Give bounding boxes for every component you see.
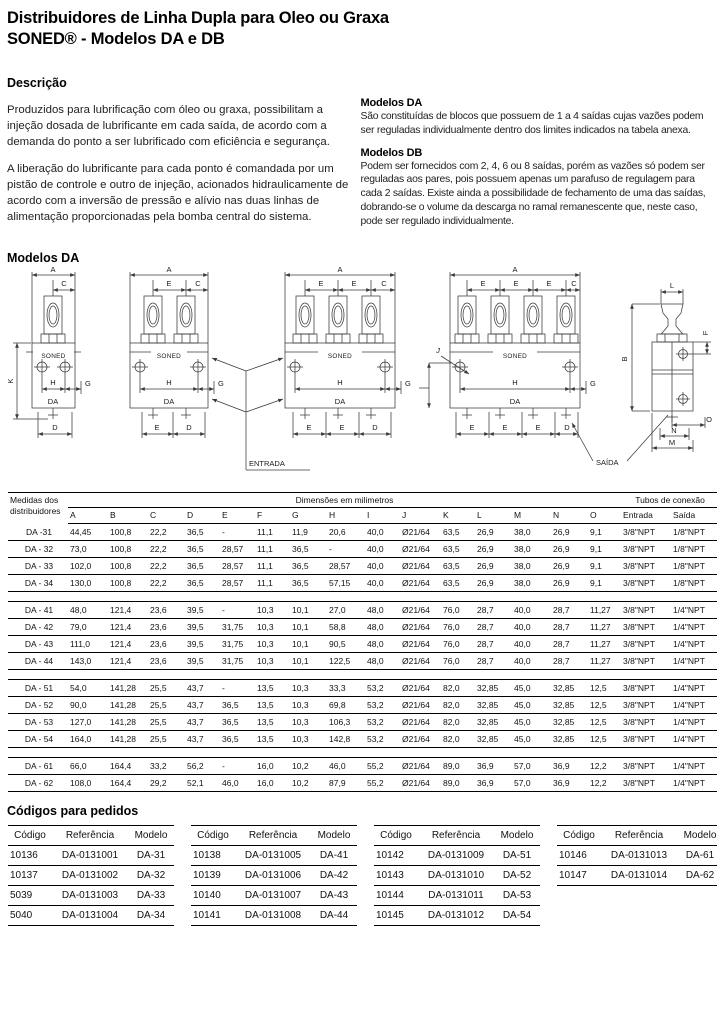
codes-row: 10145 DA-0131012 DA-54 — [374, 906, 540, 926]
dim-label-h: H — [337, 378, 343, 388]
description-section — [7, 76, 712, 237]
drawing-view-1-outlet — [6, 267, 91, 438]
dim-label-a: A — [337, 267, 343, 275]
table-row: DA - 44 143,0 121,4 23,6 39,5 31,75 10,3 10,1 122,5 48,0 Ø21/64 76,0 28,7 40,0 28,7 11,27 3/8"NPT 1/4"NPT — [8, 653, 717, 670]
group-gap — [8, 592, 717, 602]
dim-label-a: A — [50, 267, 56, 275]
codes-column-header: Código — [557, 826, 601, 846]
drawing-view-2-outlets — [130, 267, 224, 438]
column-header: F — [255, 508, 290, 524]
brand-label: SONED — [156, 353, 182, 361]
model-label-da: DA — [509, 397, 521, 407]
models-da-text: São constituídas de blocos que possuem de 1 a 4 saídas cujas vazões podem ser reguladas individualmente dentro dos limites indicados na tabela anexa. — [360, 111, 704, 136]
dim-label-e: E — [513, 279, 519, 289]
codes-column-header: Modelo — [494, 826, 540, 846]
order-codes-heading: Códigos para pedidos — [7, 804, 139, 819]
codes-column-header: Modelo — [677, 826, 717, 846]
dim-label-m: M — [668, 438, 676, 448]
codes-row: 10140 DA-0131007 DA-43 — [191, 886, 357, 906]
drawing-view-4-outlets — [419, 267, 596, 438]
table-row: DA - 41 48,0 121,4 23,6 39,5 - 10,3 10,1 27,0 48,0 Ø21/64 76,0 28,7 40,0 28,7 11,27 3/8"NPT 1/4"NPT — [8, 602, 717, 619]
dim-label-h: H — [50, 378, 56, 388]
dim-label-e: E — [546, 279, 552, 289]
table-rowhead-line2: distribuidores — [10, 505, 61, 516]
column-header: Entrada — [621, 508, 671, 524]
column-header: E — [220, 508, 255, 524]
dim-label-g: G — [590, 379, 596, 389]
dim-label-d: D — [564, 423, 570, 433]
table-group-da5x — [8, 680, 717, 748]
order-codes-table-da3x — [8, 825, 174, 926]
dim-label-c: C — [381, 279, 387, 289]
drawing-view-3-outlets — [285, 267, 411, 438]
table-rowhead — [8, 493, 68, 524]
group-gap — [8, 670, 717, 680]
column-header: H — [327, 508, 365, 524]
dimensions-table — [8, 492, 717, 792]
table-group-da3x — [8, 524, 717, 592]
description-paragraph-2: A liberação do lubrificante para cada ponto é comandada por um pistão de controle e outro de injeção, acionados hidraulicamente de acordo com a inversão de pressão e alívio nas duas linhas de alimentação proporcionadas pela bomba central do sistema. — [7, 163, 349, 224]
order-codes-table-da4x — [191, 825, 357, 926]
dim-label-d: D — [52, 423, 58, 433]
dim-label-c: C — [61, 279, 67, 289]
column-header: B — [108, 508, 148, 524]
codes-header-row — [557, 826, 717, 846]
column-header: I — [365, 508, 400, 524]
codes-column-header: Modelo — [311, 826, 357, 846]
codes-row: 10141 DA-0131008 DA-44 — [191, 906, 357, 926]
table-rowhead-line1: Medidas dos — [10, 495, 59, 506]
brand-label: SONED — [502, 353, 528, 361]
saida-label: SAÍDA — [596, 458, 619, 468]
table-row: DA - 53 127,0 141,28 25,5 43,7 36,5 13,5 10,3 106,3 53,2 Ø21/64 82,0 32,85 45,0 32,85 12,5 3/8"NPT 1/4"NPT — [8, 714, 717, 731]
dim-label-e: E — [469, 423, 475, 433]
table-group-da6x — [8, 758, 717, 792]
codes-column-header: Referência — [418, 826, 494, 846]
entrada-label: ENTRADA — [249, 459, 285, 469]
table-row: DA -31 44,45 100,8 22,2 36,5 - 11,1 11,9 20,6 40,0 Ø21/64 63,5 26,9 38,0 26,9 9,1 3/8"NPT 1/8"NPT — [8, 524, 717, 541]
codes-row: 10137 DA-0131002 DA-32 — [8, 866, 174, 886]
codes-row: 10142 DA-0131009 DA-51 — [374, 846, 540, 866]
codes-header-row — [374, 826, 540, 846]
tubes-group-header: Tubos de conexão — [621, 493, 717, 508]
table-row: DA - 43 111,0 121,4 23,6 39,5 31,75 10,3 10,1 90,5 48,0 Ø21/64 76,0 28,7 40,0 28,7 11,27 3/8"NPT 1/4"NPT — [8, 636, 717, 653]
dim-label-g: G — [218, 379, 224, 389]
column-header: J — [400, 508, 441, 524]
codes-row: 10147 DA-0131014 DA-62 — [557, 866, 717, 886]
dim-label-e: E — [480, 279, 486, 289]
group-gap — [8, 748, 717, 758]
column-header: K — [441, 508, 475, 524]
dims-group-header: Dimensões em milimetros — [68, 493, 621, 508]
codes-column-header: Referência — [601, 826, 677, 846]
dim-label-e: E — [351, 279, 357, 289]
description-column — [7, 76, 351, 237]
column-letters-row — [8, 508, 717, 524]
codes-column-header: Referência — [52, 826, 128, 846]
model-label-da: DA — [334, 397, 346, 407]
column-header: M — [512, 508, 551, 524]
table-row: DA - 54 164,0 141,28 25,5 43,7 36,5 13,5 10,3 142,8 53,2 Ø21/64 82,0 32,85 45,0 32,85 12,5 3/8"NPT 1/4"NPT — [8, 731, 717, 748]
dim-label-e: E — [154, 423, 160, 433]
dim-label-e: E — [535, 423, 541, 433]
table-row: DA - 51 54,0 141,28 25,5 43,7 - 13,5 10,3 33,3 53,2 Ø21/64 82,0 32,85 45,0 32,85 12,5 3/8"NPT 1/4"NPT — [8, 680, 717, 697]
dim-label-l: L — [669, 281, 675, 291]
codes-column-header: Código — [374, 826, 418, 846]
dim-label-c: C — [571, 279, 577, 289]
technical-drawing-da-models — [5, 267, 712, 486]
dim-label-a: A — [512, 267, 518, 275]
models-info-column — [361, 76, 712, 237]
table-row: DA - 42 79,0 121,4 23,6 39,5 31,75 10,3 10,1 58,8 48,0 Ø21/64 76,0 28,7 40,0 28,7 11,27 3/8"NPT 1/4"NPT — [8, 619, 717, 636]
dim-label-f: F — [701, 331, 710, 336]
table-row: DA - 34 130,0 100,8 22,2 36,5 28,57 11,1 36,5 57,15 40,0 Ø21/64 63,5 26,9 38,0 26,9 9,1 3/8"NPT 1/8"NPT — [8, 575, 717, 592]
dim-label-d: D — [186, 423, 192, 433]
codes-row: 10143 DA-0131010 DA-52 — [374, 866, 540, 886]
model-label-da: DA — [47, 397, 59, 407]
codes-row: 5040 DA-0131004 DA-34 — [8, 906, 174, 926]
dim-label-e: E — [166, 279, 172, 289]
dim-label-h: H — [512, 378, 518, 388]
table-row: DA - 32 73,0 100,8 22,2 36,5 28,57 11,1 36,5 - 40,0 Ø21/64 63,5 26,9 38,0 26,9 9,1 3/8"NPT 1/8"NPT — [8, 541, 717, 558]
drawings-section-heading: Modelos DA — [7, 251, 80, 266]
column-header: A — [68, 508, 108, 524]
codes-row: 10144 DA-0131011 DA-53 — [374, 886, 540, 906]
codes-header-row — [191, 826, 357, 846]
column-header: N — [551, 508, 588, 524]
column-header: G — [290, 508, 327, 524]
dim-label-d: D — [372, 423, 378, 433]
codes-row: 10138 DA-0131005 DA-41 — [191, 846, 357, 866]
table-row: DA - 62 108,0 164,4 29,2 52,1 46,0 16,0 10,2 87,9 55,2 Ø21/64 89,0 36,9 57,0 36,9 12,2 3/8"NPT 1/4"NPT — [8, 775, 717, 792]
table-group-da4x — [8, 602, 717, 670]
codes-row: 10136 DA-0131001 DA-31 — [8, 846, 174, 866]
codes-header-row — [8, 826, 174, 846]
dim-label-g: G — [85, 379, 91, 389]
codes-column-header: Código — [8, 826, 52, 846]
dim-label-a: A — [166, 267, 172, 275]
models-da-heading: Modelos DA — [360, 97, 423, 110]
column-header: D — [185, 508, 220, 524]
dim-label-e: E — [502, 423, 508, 433]
saida-callout — [572, 415, 668, 467]
table-row: DA - 61 66,0 164,4 33,2 56,2 - 16,0 10,2 46,0 55,2 Ø21/64 89,0 36,9 57,0 36,9 12,2 3/8"NPT 1/4"NPT — [8, 758, 717, 775]
model-label-da: DA — [163, 397, 175, 407]
codes-column-header: Modelo — [128, 826, 174, 846]
column-header: C — [148, 508, 185, 524]
column-header: Saída — [671, 508, 717, 524]
column-header: O — [588, 508, 621, 524]
dim-label-e: E — [318, 279, 324, 289]
dim-label-b: B — [620, 356, 629, 362]
description-heading: Descrição — [7, 76, 67, 91]
page-title — [7, 8, 712, 50]
dim-label-e: E — [306, 423, 312, 433]
models-db-heading: Modelos DB — [360, 146, 423, 159]
codes-column-header: Referência — [235, 826, 311, 846]
description-paragraph-1: Produzidos para lubrificação com óleo ou graxa, possibilitam a injeção dosada de lubrificante em cada saída, de acordo com a demanda do ponto a ser lubrificado com eficiência e segurança. — [7, 104, 330, 149]
order-codes-table-da6x — [557, 825, 717, 886]
dim-label-c: C — [195, 279, 201, 289]
dim-label-h: H — [166, 378, 172, 388]
table-row: DA - 52 90,0 141,28 25,5 43,7 36,5 13,5 10,3 69,8 53,2 Ø21/64 82,0 32,85 45,0 32,85 12,5 3/8"NPT 1/4"NPT — [8, 697, 717, 714]
dim-label-e: E — [339, 423, 345, 433]
dim-label-o: O — [706, 415, 712, 425]
page-title-line2: SONED® - Modelos DA e DB — [7, 30, 225, 49]
dim-label-j: J — [436, 346, 440, 356]
column-header: L — [475, 508, 512, 524]
dim-label-k: K — [6, 378, 15, 384]
codes-column-header: Código — [191, 826, 235, 846]
brand-label: SONED — [327, 353, 353, 361]
table-row: DA - 33 102,0 100,8 22,2 36,5 28,57 11,1 36,5 28,57 40,0 Ø21/64 63,5 26,9 38,0 26,9 9,1 3/8"NPT 1/8"NPT — [8, 558, 717, 575]
order-codes-section — [8, 825, 717, 926]
codes-row: 5039 DA-0131003 DA-33 — [8, 886, 174, 906]
brand-label: SONED — [41, 353, 66, 361]
codes-row: 10146 DA-0131013 DA-61 — [557, 846, 717, 866]
models-db-text: Podem ser fornecidos com 2, 4, 6 ou 8 saídas, porém as vazões só podem ser reguladas aos pares, pois possuem apenas um parafuso de regulagem para cada 2 saídas. Existe ainda a possibilidade de fechamento de uma das saídas, dobrando-se o volume da descarga no ramal remanescente que, neste caso, pode ser regulado individualmente. — [360, 160, 706, 227]
dim-label-n: N — [671, 426, 677, 436]
dim-label-g: G — [405, 379, 411, 389]
drawing-view-side — [620, 281, 712, 452]
codes-row: 10139 DA-0131006 DA-42 — [191, 866, 357, 886]
page-title-line1: Distribuidores de Linha Dupla para Oleo ou Graxa — [7, 9, 389, 27]
order-codes-table-da5x — [374, 825, 540, 926]
